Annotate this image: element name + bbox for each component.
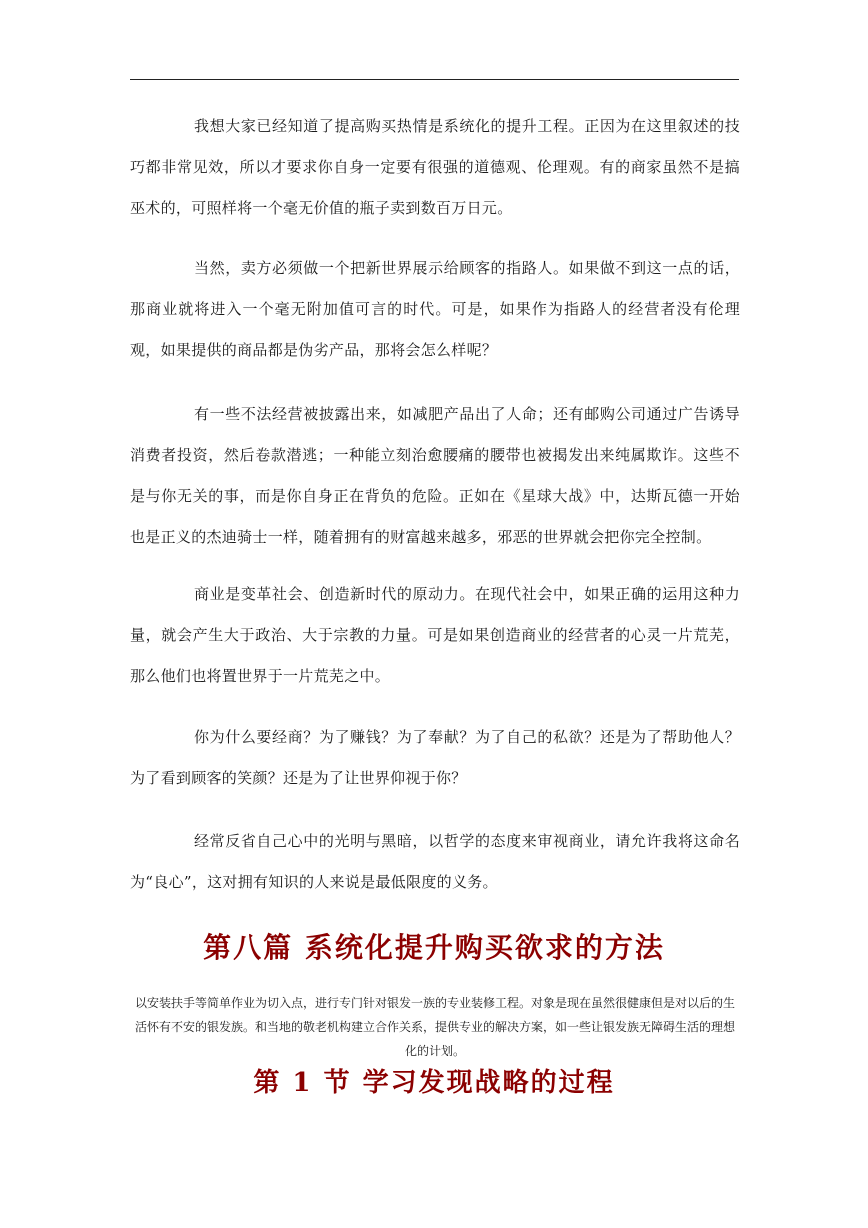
body-paragraph-3: 有一些不法经营被披露出来，如减肥产品出了人命；还有邮购公司通过广告诱导消费者投资，然后卷款潜逃；一种能立刻治愈腰痛的腰带也被揭发出来纯属欺诈。这些不是与你无关的事，而是你自身正在背负的危险。正如在《星球大战》中，达斯瓦德一开始也是正义的杰迪骑士一样，随着拥有的财富越来越多，邪恶的世界就会把你完全控制。 (130, 405, 740, 546)
body-paragraph-5: 你为什么要经商？为了赚钱？为了奉献？为了自己的私欲？还是为了帮助他人？为了看到顾客的笑颜？还是为了让世界仰视于你？ (130, 728, 740, 787)
section-title: 第 1 节 学习发现战略的过程 (253, 1068, 615, 1098)
chapter-summary: 以安装扶手等简单作业为切入点，进行专门针对银发一族的专业装修工程。对象是现在虽然很健康但是对以后的生活怀有不安的银发族。和当地的敬老机构建立合作关系，提供专业的解决方案，如一些让银发族无障碍生活的理想化的计划。 (134, 996, 735, 1058)
body-paragraph-1: 我想大家已经知道了提高购买热情是系统化的提升工程。正因为在这里叙述的技巧都非常见效，所以才要求你自身一定要有很强的道德观、伦理观。有的商家虽然不是搞巫术的，可照样将一个毫无价值的瓶子卖到数百万日元。 (130, 117, 740, 217)
header-rule (130, 79, 739, 80)
body-paragraph-4: 商业是变革社会、创造新时代的原动力。在现代社会中，如果正确的运用这种力量，就会产生大于政治、大于宗教的力量。可是如果创造商业的经营者的心灵一片荒芜，那么他们也将置世界于一片荒芜之中。 (130, 585, 740, 685)
body-paragraph-2: 当然，卖方必须做一个把新世界展示给顾客的指路人。如果做不到这一点的话，那商业就将进入一个毫无附加值可言的时代。可是，如果作为指路人的经营者没有伦理观，如果提供的商品都是伪劣产品，那将会怎么样呢？ (130, 259, 740, 359)
body-paragraph-6: 经常反省自己心中的光明与黑暗，以哲学的态度来审视商业，请允许我将这命名为“良心”，这对拥有知识的人来说是最低限度的义务。 (130, 832, 740, 891)
chapter-title: 第八篇 系统化提升购买欲求的方法 (203, 931, 665, 964)
